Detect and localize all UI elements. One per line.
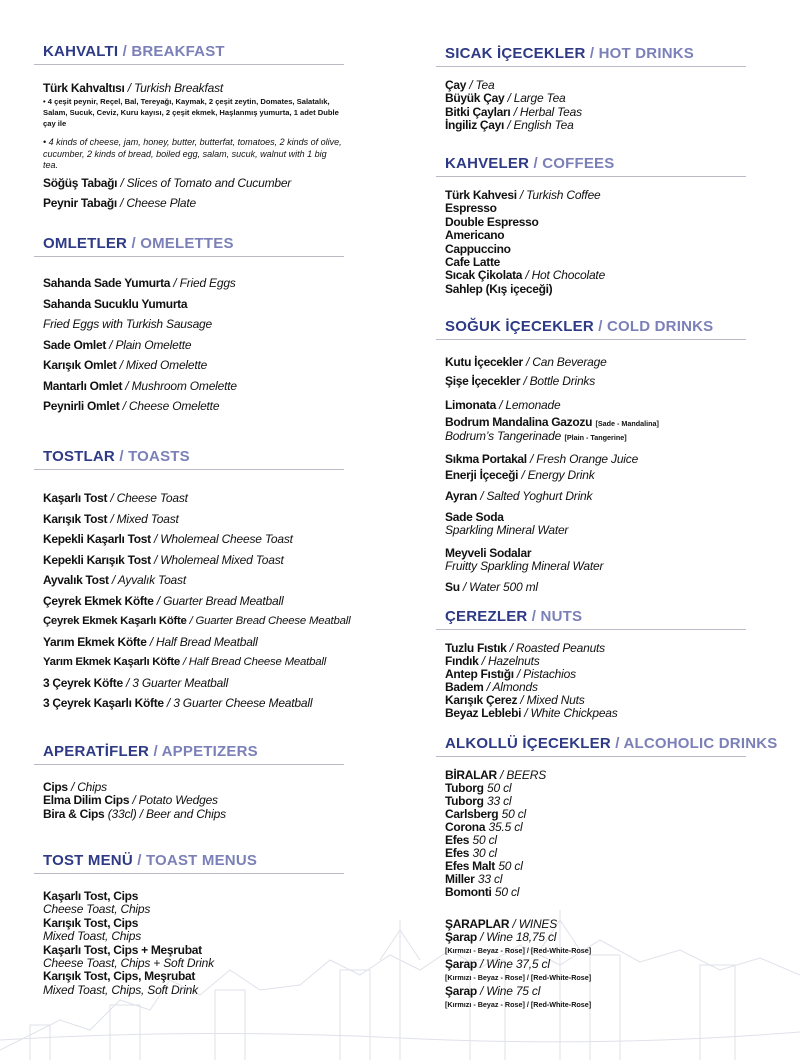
item-note: • 4 çeşit peynir, Reçel, Bal, Tereyağı, Kaymak, 2 çeşit zeytin, Domates, Salatalık, Salam, Sucuk, Ceviz, Kuru kayısı, 2 çeşit ekmek, Haşlanmış yumurta, 1 adet Duble çay ile <box>43 97 339 128</box>
section-header: SICAK İÇECEKLER / HOT DRINKS <box>436 45 746 67</box>
section-header: SOĞUK İÇECEKLER / COLD DRINKS <box>436 318 746 340</box>
menu-item-translation: Mixed Toast, Chips <box>43 929 142 944</box>
section-tost-menu <box>34 852 344 997</box>
menu-item-translation: Cheese Toast, Chips <box>43 902 151 917</box>
menu-item: Yarım Ekmek Köfte / Half Bread Meatball <box>43 634 258 649</box>
menu-item: Double Espresso <box>445 214 539 229</box>
section-header: TOSTLAR / TOASTS <box>34 448 344 470</box>
menu-item: Efes 30 cl <box>445 846 497 860</box>
menu-item: Cips / Chips <box>43 780 107 794</box>
menu-item: Ayvalık Tost / Ayvalık Toast <box>43 573 186 587</box>
menu-item-translation: Fruitty Sparkling Mineral Water <box>445 559 604 573</box>
menu-item: Şarap / Wine 18,75 cl <box>445 930 557 944</box>
section-header: TOST MENÜ / TOAST MENUS <box>34 852 344 874</box>
menu-item: Meyveli Sodalar <box>445 546 532 560</box>
menu-item: Efes 50 cl <box>445 833 497 847</box>
menu-item: Beyaz Leblebi / White Chickpeas <box>445 706 618 720</box>
menu-item: Karışık Tost, Cips <box>43 915 139 930</box>
menu-item-translation: Bodrum’s Tangerinade [Plain - Tangerine] <box>445 429 627 443</box>
menu-item: Şarap / Wine 75 cl <box>445 984 541 998</box>
menu-item: 3 Çeyrek Köfte / 3 Guarter Meatball <box>43 675 229 690</box>
menu-item-translation: Mixed Toast, Chips, Soft Drink <box>43 982 198 997</box>
menu-item: Kepekli Karışık Tost / Wholemeal Mixed Toast <box>43 552 284 567</box>
menu-item: Karışık Çerez / Mixed Nuts <box>445 693 585 707</box>
section-header: OMLETLER / OMELETTES <box>34 235 344 257</box>
menu-item: Tuborg 50 cl <box>445 781 512 795</box>
menu-item: Bira & Cips (33cl) / Beer and Chips <box>43 806 226 821</box>
menu-item: İngiliz Çayı / English Tea <box>445 118 574 133</box>
section-kahvalti <box>34 43 344 214</box>
menu-item: Yarım Ekmek Kaşarlı Köfte / Half Bread Cheese Meatball <box>43 656 327 668</box>
menu-item: Corona 35.5 cl <box>445 820 523 834</box>
menu-item: Tuzlu Fıstık / Roasted Peanuts <box>445 641 605 655</box>
menu-item: Miller 33 cl <box>445 872 503 886</box>
menu-item: Kaşarlı Tost / Cheese Toast <box>43 491 188 505</box>
menu-item-translation: Fried Eggs with Turkish Sausage <box>43 317 212 331</box>
menu-item: Sahanda Sucuklu Yumurta <box>43 296 188 311</box>
menu-item: Americano <box>445 228 505 243</box>
menu-item: Bodrum Mandalina Gazozu [Sade - Mandalina] <box>445 415 659 429</box>
menu-item: Karışık Omlet / Mixed Omelette <box>43 358 208 372</box>
menu-item: Sade Omlet / Plain Omelette <box>43 337 192 352</box>
section-soguk-icecekler <box>436 318 746 594</box>
menu-item: Türk Kahvaltısı / Turkish Breakfast <box>43 81 224 95</box>
group-heading: BİRALAR / BEERS <box>445 768 546 782</box>
menu-item: Badem / Almonds <box>445 680 538 694</box>
section-header: ALKOLLÜ İÇECEKLER / ALCOHOLIC DRINKS <box>436 735 746 757</box>
menu-item: Kepekli Kaşarlı Tost / Wholemeal Cheese Toast <box>43 532 293 546</box>
menu-item: Büyük Çay / Large Tea <box>445 91 566 106</box>
menu-item: Tuborg 33 cl <box>445 794 512 808</box>
menu-item: Su / Water 500 ml <box>445 580 538 594</box>
menu-item: Cafe Latte <box>445 255 501 270</box>
section-cerezler <box>436 608 746 720</box>
section-alkollu-icecekler <box>436 735 778 1012</box>
menu-item: Fındık / Hazelnuts <box>445 654 540 668</box>
menu-item: Kutu İçecekler / Can Beverage <box>445 355 607 369</box>
section-header: ÇEREZLER / NUTS <box>436 608 746 630</box>
menu-item: Şişe İçecekler / Bottle Drinks <box>445 374 596 388</box>
menu-item: Bomonti 50 cl <box>445 885 520 899</box>
section-aperatifler <box>34 743 344 821</box>
menu-item: Bitki Çayları / Herbal Teas <box>445 104 582 119</box>
item-note: [Kırmızı - Beyaz - Rose] / [Red-White-Rose] <box>445 946 592 955</box>
menu-item: Sahanda Sade Yumurta / Fried Eggs <box>43 276 236 290</box>
menu-item: Espresso <box>445 201 497 216</box>
item-note: [Kırmızı - Beyaz - Rose] / [Red-White-Rose] <box>445 973 592 982</box>
group-heading: ŞARAPLAR / WINES <box>445 917 558 931</box>
menu-item: 3 Çeyrek Kaşarlı Köfte / 3 Guarter Cheese Meatball <box>43 696 313 710</box>
menu-item: Elma Dilim Cips / Potato Wedges <box>43 793 218 808</box>
item-note: [Kırmızı - Beyaz - Rose] / [Red-White-Rose] <box>445 1000 592 1009</box>
menu-item: Sahlep (Kış içeceği) <box>445 281 553 296</box>
menu-item: Karışık Tost / Mixed Toast <box>43 511 179 526</box>
menu-item: Enerji İçeceği / Energy Drink <box>445 468 595 482</box>
section-header: APERATİFLER / APPETIZERS <box>34 743 344 765</box>
menu-item: Cappuccino <box>445 241 511 256</box>
section-header: KAHVELER / COFFEES <box>436 155 746 177</box>
menu-item: Ayran / Salted Yoghurt Drink <box>445 489 593 503</box>
menu-item: Şarap / Wine 37,5 cl <box>445 957 550 971</box>
menu-item: Çeyrek Ekmek Köfte / Guarter Bread Meatball <box>43 593 284 608</box>
menu-item: Karışık Tost, Cips, Meşrubat <box>43 969 196 984</box>
menu-item: Söğüş Tabağı / Slices of Tomato and Cucumber <box>43 175 292 190</box>
menu-item: Sıkma Portakal / Fresh Orange Juice <box>445 452 639 466</box>
item-description: • 4 kinds of cheese, jam, honey, butter, butterfat, tomatoes, 2 kinds of olive, cucumber, 2 kinds of bread, boiled egg, salam, sucuk, walnut with 1 big tea. <box>43 137 342 170</box>
menu-item: Çay / Tea <box>445 78 495 92</box>
header-tr: KAHVALTI <box>43 43 119 60</box>
menu-item-translation: Cheese Toast, Chips + Soft Drink <box>43 956 214 971</box>
menu-item: Peynirli Omlet / Cheese Omelette <box>43 399 220 413</box>
menu-item: Çeyrek Ekmek Kaşarlı Köfte / Guarter Bread Cheese Meatball <box>43 615 351 627</box>
menu-item: Limonata / Lemonade <box>445 398 561 412</box>
menu-item: Peynir Tabağı / Cheese Plate <box>43 196 196 210</box>
section-sicak-icecekler <box>436 45 746 133</box>
menu-item: Kaşarlı Tost, Cips <box>43 889 139 903</box>
menu-item: Sıcak Çikolata / Hot Chocolate <box>445 268 606 283</box>
section-tostlar <box>34 448 351 714</box>
section-header: KAHVALTI / BREAKFAST <box>34 43 344 65</box>
menu-item: Kaşarlı Tost, Cips + Meşrubat <box>43 942 202 957</box>
header-en: BREAKFAST <box>131 43 225 60</box>
menu-item: Carlsberg 50 cl <box>445 807 527 821</box>
menu-item: Efes Malt 50 cl <box>445 859 523 873</box>
menu-item: Mantarlı Omlet / Mushroom Omelette <box>43 378 237 393</box>
section-omletler <box>34 235 344 417</box>
menu-item-translation: Sparkling Mineral Water <box>445 523 569 537</box>
menu-item: Sade Soda <box>445 510 504 524</box>
menu-item: Antep Fıstığı / Pistachios <box>445 667 576 681</box>
menu-item: Türk Kahvesi / Turkish Coffee <box>445 188 601 202</box>
section-kahveler <box>436 155 746 296</box>
